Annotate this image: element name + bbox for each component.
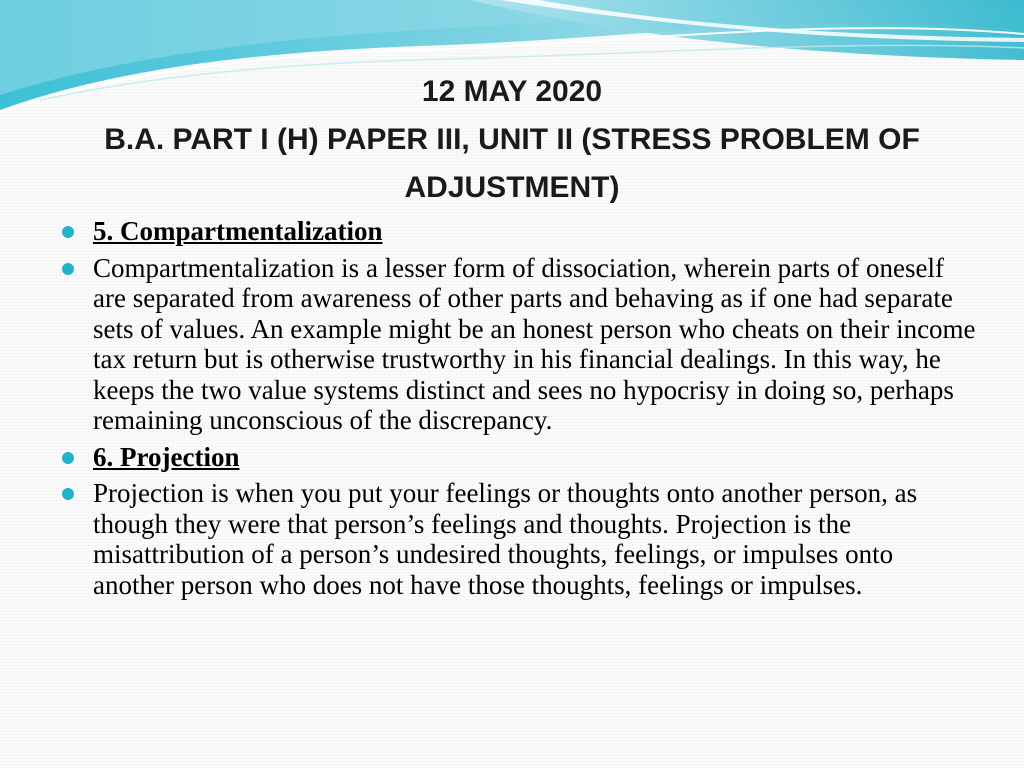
title-line-date: 12 MAY 2020: [421, 75, 603, 108]
section-heading-projection: 6. Projection: [93, 441, 240, 472]
bullet-icon: [62, 226, 74, 238]
bullet-icon: [62, 263, 74, 275]
list-item: [60, 442, 980, 473]
bullet-icon: [62, 452, 74, 464]
bullet-list: [60, 216, 980, 606]
list-item: [60, 253, 980, 436]
list-item: [60, 216, 980, 247]
slide-title: [40, 68, 984, 212]
section-heading-compartmentalization: 5. Compartmentalization: [93, 216, 383, 246]
title-line-topic: ADJUSTMENT): [404, 171, 620, 204]
bullet-icon: [62, 488, 74, 500]
projection-description: Projection is when you put your feelings or thoughts onto another person, as though they were that person’s feelings and thoughts. Projection is the misattribution of a person’s undesired thoughts, feelings, or impulses onto another person who does not have those thoughts, feelings or impulses.: [93, 478, 918, 600]
compartmentalization-description: Compartmentalization is a lesser form of dissociation, wherein parts of oneself are separated from awareness of other parts and behaving as if one had separate sets of values. An example might be an honest person who cheats on their income tax return but is otherwise trustworthy in his financial dealings. In this way, he keeps the two value systems distinct and sees no hypocrisy in doing so, perhaps remaining unconscious of the discrepancy.: [93, 252, 976, 435]
title-line-course: B.A. PART I (H) PAPER III, UNIT II (STRESS PROBLEM OF: [104, 123, 920, 156]
list-item: [60, 478, 980, 600]
